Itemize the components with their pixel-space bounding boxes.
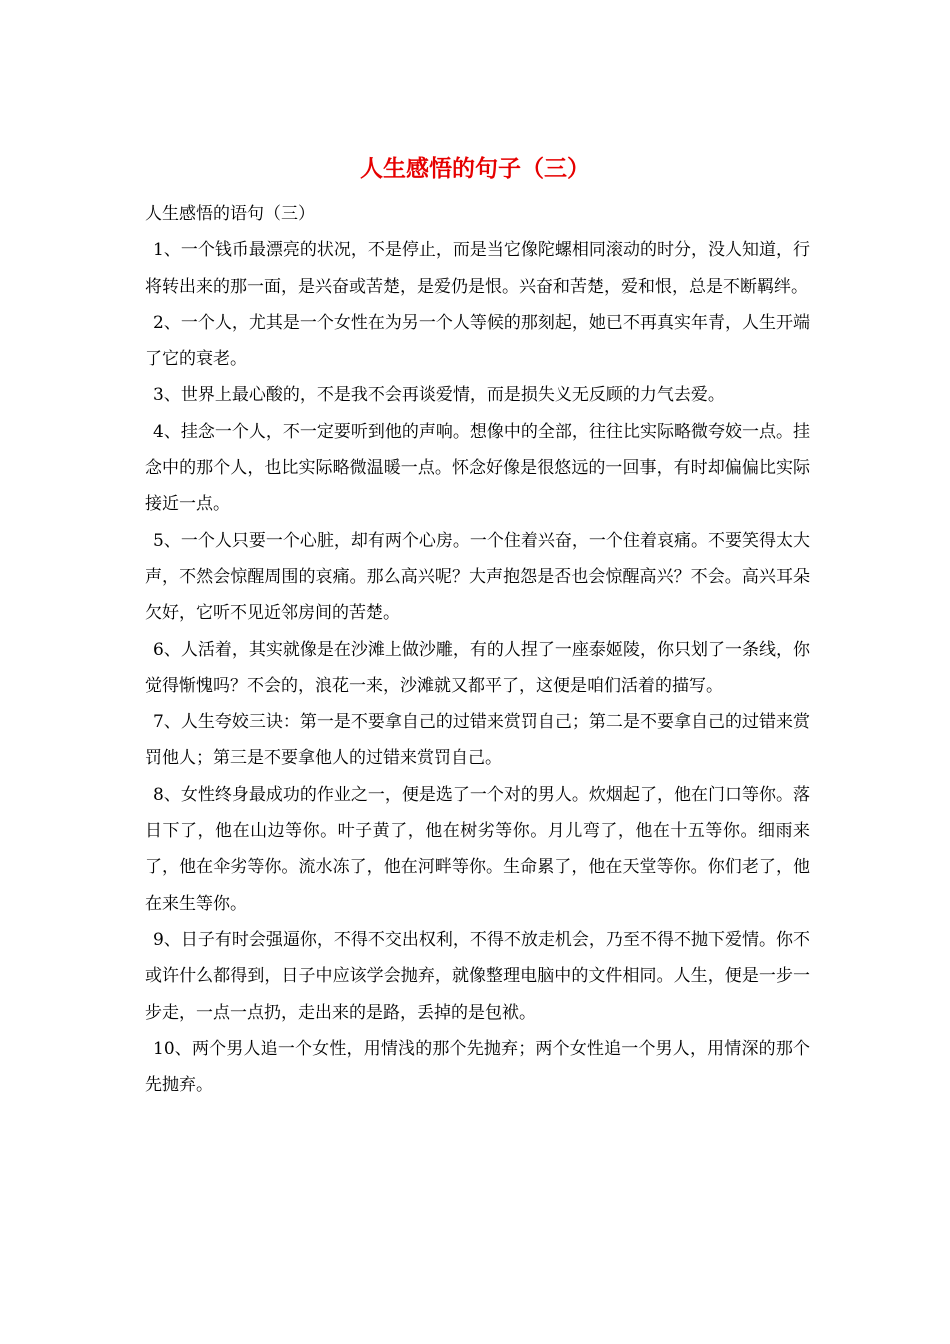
document-body — [145, 196, 810, 1103]
paragraph-5: 5、一个人只要一个心脏，却有两个心房。一个住着兴奋，一个住着哀痛。不要笑得太大声，不然会惊醒周围的哀痛。那么高兴呢？大声抱怨是否也会惊醒高兴？不会。高兴耳朵欠好，它听不见近邻房间的苦楚。 — [145, 530, 810, 624]
paragraph-3: 3、世界上最心酸的，不是我不会再谈爱情，而是损失义无反顾的力气去爱。 — [153, 385, 725, 406]
paragraph-2: 2、一个人，尤其是一个女性在为另一个人等候的那刻起，她已不再真实年青，人生开端了它的衰老。 — [145, 312, 810, 370]
paragraph-1: 1、一个钱币最漂亮的状况，不是停止，而是当它像陀螺相同滚动的时分，没人知道，行将转出来的那一面，是兴奋或苦楚，是爱仍是恨。兴奋和苦楚，爱和恨，总是不断羁绊。 — [145, 240, 810, 297]
paragraph-4: 4、挂念一个人，不一定要听到他的声响。想像中的全部，往往比实际略微夸姣一点。挂念中的那个人，也比实际略微温暖一点。怀念好像是很悠远的一回事，有时却偏偏比实际接近一点。 — [145, 421, 810, 515]
paragraph-9: 9、日子有时会强逼你，不得不交出权利，不得不放走机会，乃至不得不抛下爱情。你不或许什么都得到，日子中应该学会抛弃，就像整理电脑中的文件相同。人生，便是一步一步走，一点一点扔，走出来的是路，丢掉的是包袱。 — [145, 929, 810, 1023]
document-subtitle: 人生感悟的语句（三） — [145, 204, 315, 224]
paragraph-10: 10、两个男人追一个女性，用情浅的那个先抛弃；两个女性追一个男人，用情深的那个先抛弃。 — [145, 1038, 810, 1096]
paragraph-6: 6、人活着，其实就像是在沙滩上做沙雕，有的人捏了一座泰姬陵，你只划了一条线，你觉得惭愧吗？不会的，浪花一来，沙滩就又都平了，这便是咱们活着的描写。 — [145, 639, 810, 696]
paragraph-8: 8、女性终身最成功的作业之一，便是选了一个对的男人。炊烟起了，他在门口等你。落日下了，他在山边等你。叶子黄了，他在树劣等你。月儿弯了，他在十五等你。细雨来了，他在伞劣等你。流水冻了，他在河畔等你。生命累了，他在天堂等你。你们老了，他在来生等你。 — [145, 784, 810, 914]
paragraph-7: 7、人生夸姣三诀：第一是不要拿自己的过错来赏罚自己；第二是不要拿自己的过错来赏罚他人；第三是不要拿他人的过错来赏罚自己。 — [145, 712, 810, 769]
document-title: 人生感悟的句子（三） — [360, 155, 590, 182]
